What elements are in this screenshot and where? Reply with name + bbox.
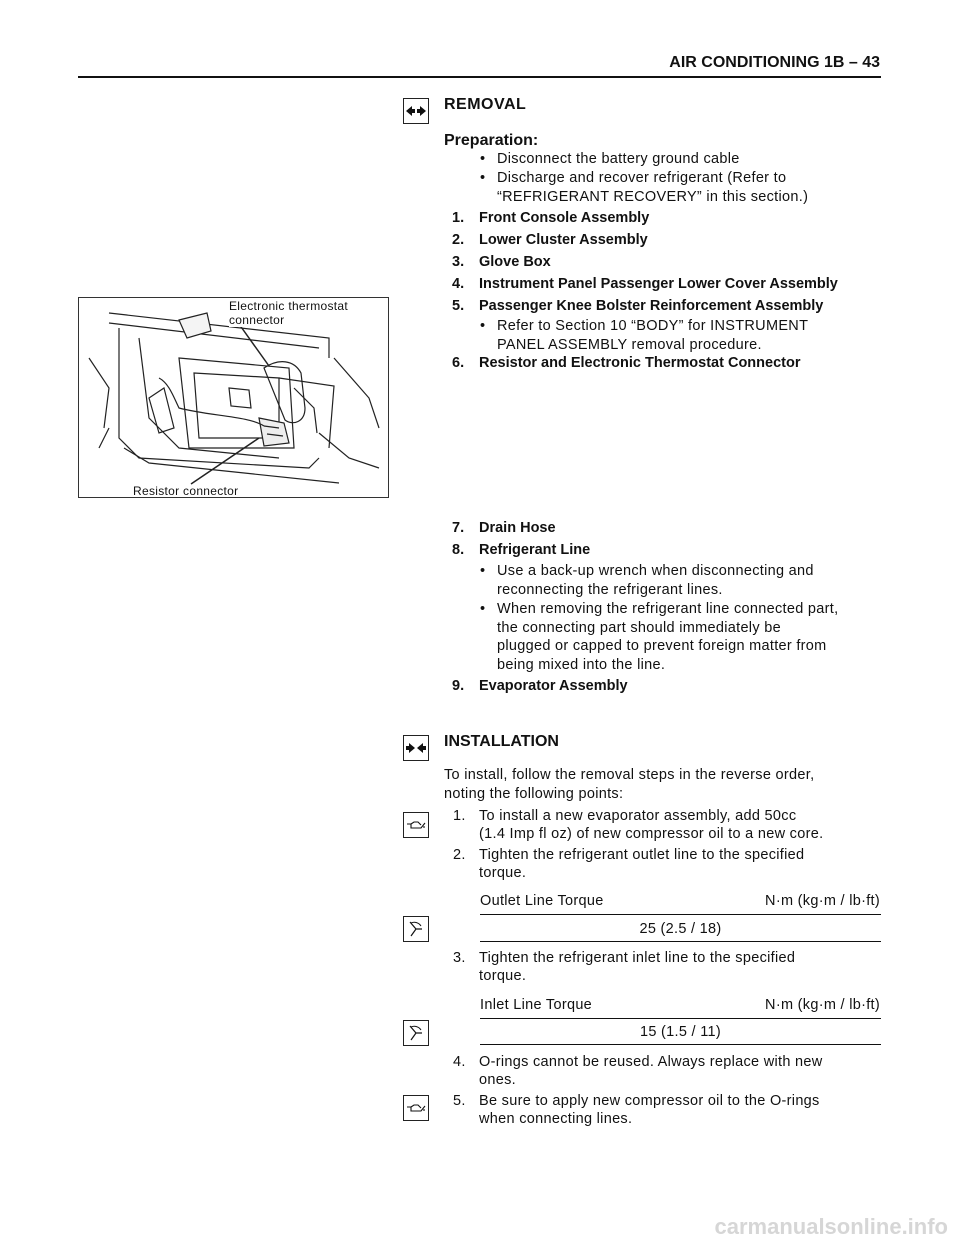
outlet-torque-value: 25 (2.5 / 18): [639, 921, 722, 937]
removal-step-7: [452, 520, 882, 536]
figure-label-line: connector: [229, 313, 285, 327]
removal-step-3: [452, 254, 882, 270]
watermark: carmanualsonline.info: [714, 1214, 948, 1239]
install-point-3: [453, 949, 883, 985]
install-point-1: [453, 807, 883, 843]
step-label: Glove Box: [479, 254, 551, 270]
step-num: 2.: [452, 232, 465, 248]
torque-wrench-icon: [403, 916, 429, 942]
step-label: Resistor and Electronic Thermostat Connector: [479, 355, 801, 371]
table-rule: [480, 1044, 881, 1045]
step-num: 9.: [452, 678, 465, 694]
removal-heading: REMOVAL: [444, 96, 527, 113]
step8-note-cont: being mixed into the line.: [497, 657, 666, 673]
step-label: Lower Cluster Assembly: [479, 232, 648, 248]
point-num: 3.: [453, 950, 466, 966]
point-text: torque.: [479, 968, 527, 984]
step5-note: • Refer to Section 10 “BODY” for INSTRUMENT: [497, 317, 808, 336]
removal-step-8: [452, 542, 882, 558]
point-text: torque.: [479, 865, 527, 881]
oil-can-icon: [403, 812, 429, 838]
figure-label-resistor: Resistor connector: [133, 484, 239, 498]
step-num: 1.: [452, 210, 465, 226]
point-text: To install a new evaporator assembly, add 50cc: [479, 808, 797, 824]
point-text: Be sure to apply new compressor oil to the O-rings: [479, 1093, 820, 1109]
oil-can-icon: [403, 1095, 429, 1121]
figure-label-line: Electronic thermostat: [229, 299, 349, 313]
step-num: 4.: [452, 276, 465, 292]
point-num: 4.: [453, 1054, 466, 1070]
step-label: Drain Hose: [479, 520, 556, 536]
inlet-torque-unit: N·m (kg·m / lb·ft): [765, 997, 880, 1013]
step-num: 8.: [452, 542, 465, 558]
install-point-4: [453, 1053, 883, 1089]
step5-note-cont: PANEL ASSEMBLY removal procedure.: [497, 337, 762, 353]
installation-heading: INSTALLATION: [444, 733, 559, 750]
evaporator-drawing: [79, 298, 388, 497]
step-num: 7.: [452, 520, 465, 536]
step-label: Evaporator Assembly: [479, 678, 628, 694]
removal-step-2: [452, 232, 882, 248]
prep-item-cont: “REFRIGERANT RECOVERY” in this section.): [497, 189, 809, 205]
step-num: 6.: [452, 355, 465, 371]
step-label: Refrigerant Line: [479, 542, 591, 558]
install-point-5: [453, 1092, 883, 1128]
step8-note: • When removing the refrigerant line connected part,: [497, 600, 838, 619]
step8-note: • Use a back-up wrench when disconnecting and: [497, 562, 814, 581]
prep-item: • Discharge and recover refrigerant (Refer to: [497, 169, 786, 188]
step-label: Front Console Assembly: [479, 210, 650, 226]
table-rule: [480, 941, 881, 942]
step8-note-cont: plugged or capped to prevent foreign matter from: [497, 638, 827, 654]
removal-step-4: [452, 276, 882, 292]
removal-step-6: [452, 355, 882, 371]
point-num: 1.: [453, 808, 466, 824]
preparation-label: Preparation:: [444, 132, 539, 149]
point-num: 5.: [453, 1093, 466, 1109]
step-label: Passenger Knee Bolster Reinforcement Assembly: [479, 298, 824, 314]
point-text: (1.4 Imp fl oz) of new compressor oil to a new core.: [479, 826, 824, 842]
removal-icon: [403, 98, 429, 124]
step8-note-cont: the connecting part should immediately be: [497, 620, 781, 636]
step-label: Instrument Panel Passenger Lower Cover Assembly: [479, 276, 838, 292]
installation-intro: noting the following points:: [444, 786, 624, 802]
point-text: when connecting lines.: [479, 1111, 633, 1127]
installation-intro: To install, follow the removal steps in the reverse order,: [444, 767, 815, 783]
inlet-torque-label: Inlet Line Torque: [480, 997, 593, 1013]
point-num: 2.: [453, 847, 466, 863]
prep-item: • Disconnect the battery ground cable: [497, 150, 740, 169]
inlet-torque-value: 15 (1.5 / 11): [639, 1024, 721, 1040]
installation-icon: [403, 735, 429, 761]
point-text: Tighten the refrigerant inlet line to the specified: [479, 950, 796, 966]
step8-note-cont: reconnecting the refrigerant lines.: [497, 582, 723, 598]
point-text: ones.: [479, 1072, 516, 1088]
figure-label-thermostat: [229, 299, 348, 327]
connector-illustration: [78, 297, 389, 498]
point-text: O-rings cannot be reused. Always replace with new: [479, 1054, 823, 1070]
page-header: AIR CONDITIONING 1B – 43: [669, 54, 880, 71]
install-point-2: [453, 846, 883, 882]
removal-step-1: [452, 210, 882, 226]
removal-step-9: [452, 678, 882, 694]
header-rule: [78, 76, 881, 78]
removal-step-5: [452, 298, 882, 314]
point-text: Tighten the refrigerant outlet line to the specified: [479, 847, 805, 863]
outlet-torque-unit: N·m (kg·m / lb·ft): [765, 893, 880, 909]
step-num: 5.: [452, 298, 465, 314]
torque-wrench-icon: [403, 1020, 429, 1046]
table-rule: [480, 914, 881, 915]
step-num: 3.: [452, 254, 465, 270]
outlet-torque-label: Outlet Line Torque: [480, 893, 604, 909]
table-rule: [480, 1018, 881, 1019]
